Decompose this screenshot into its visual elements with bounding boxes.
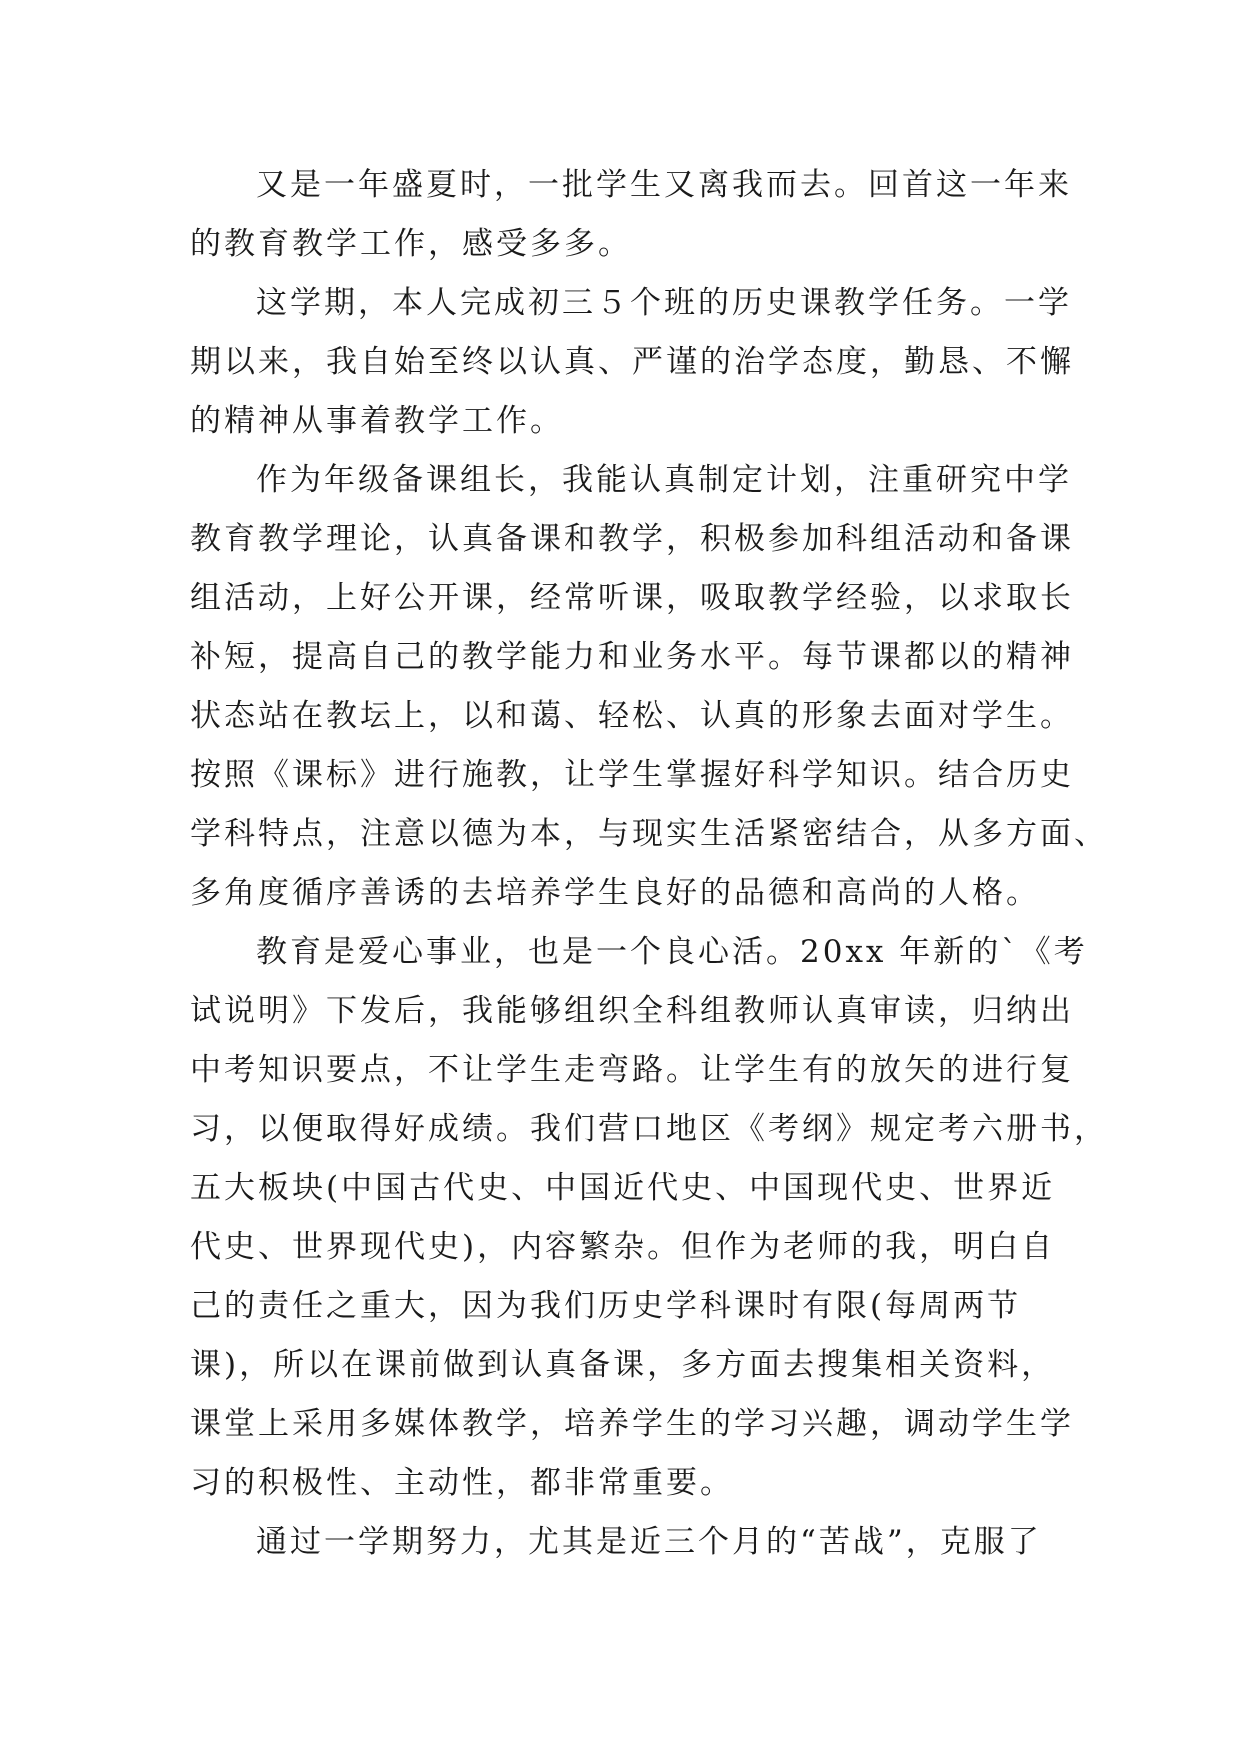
text-line: 中考知识要点，不让学生走弯路。让学生有的放矢的进行复 xyxy=(190,1052,1074,1088)
text-line: 的精神从事着教学工作。 xyxy=(190,403,564,439)
body-text xyxy=(190,156,1108,1572)
text-line: 期以来，我自始至终以认真、严谨的治学态度，勤恳、不懈 xyxy=(190,344,1074,380)
text-line: 按照《课标》进行施教，让学生掌握好科学知识。结合历史 xyxy=(190,757,1074,793)
text-line: 教育教学理论，认真备课和教学，积极参加科组活动和备课 xyxy=(190,521,1074,557)
text-line: 这学期，本人完成初三５个班的历史课教学任务。一学 xyxy=(256,285,1072,321)
text-line: 状态站在教坛上，以和蔼、轻松、认真的形象去面对学生。 xyxy=(190,698,1074,734)
text-line: 作为年级备课组长，我能认真制定计划，注重研究中学 xyxy=(256,462,1072,498)
text-line: 试说明》下发后，我能够组织全科组教师认真审读，归纳出 xyxy=(190,993,1074,1029)
text-line: 多角度循序善诱的去培养学生良好的品德和高尚的人格。 xyxy=(190,875,1040,911)
text-line: 课)，所以在课前做到认真备课，多方面去搜集相关资料， xyxy=(190,1347,1056,1383)
text-line: 的教育教学工作，感受多多。 xyxy=(190,226,632,262)
text-line: 习的积极性、主动性，都非常重要。 xyxy=(190,1465,734,1501)
text-line: 己的责任之重大，因为我们历史学科课时有限(每周两节 xyxy=(190,1288,1022,1324)
paragraph-4 xyxy=(190,923,1108,1513)
paragraph-5 xyxy=(190,1513,1070,1572)
text-line: 代史、世界现代史)，内容繁杂。但作为老师的我，明白自 xyxy=(190,1229,1056,1265)
text-line: 又是一年盛夏时，一批学生又离我而去。回首这一年来 xyxy=(256,167,1072,203)
paragraph-2 xyxy=(190,274,1074,451)
paragraph-3 xyxy=(190,451,1108,923)
paragraph-1 xyxy=(190,156,1070,274)
text-line: 补短，提高自己的教学能力和业务水平。每节课都以的精神 xyxy=(190,639,1074,675)
text-line: 组活动，上好公开课，经常听课，吸取教学经验，以求取长 xyxy=(190,580,1074,616)
text-line: 课堂上采用多媒体教学，培养学生的学习兴趣，调动学生学 xyxy=(190,1406,1074,1442)
text-line: 五大板块(中国古代史、中国近代史、中国现代史、世界近 xyxy=(190,1170,1056,1206)
text-line: 通过一学期努力，尤其是近三个月的“苦战”，克服了 xyxy=(256,1524,1042,1560)
text-line: 习，以便取得好成绩。我们营口地区《考纲》规定考六册书， xyxy=(190,1111,1108,1147)
text-line: 教育是爱心事业，也是一个良心活。20xx 年新的`《考 xyxy=(256,934,1088,970)
text-line: 学科特点，注意以德为本，与现实生活紧密结合，从多方面、 xyxy=(190,816,1108,852)
